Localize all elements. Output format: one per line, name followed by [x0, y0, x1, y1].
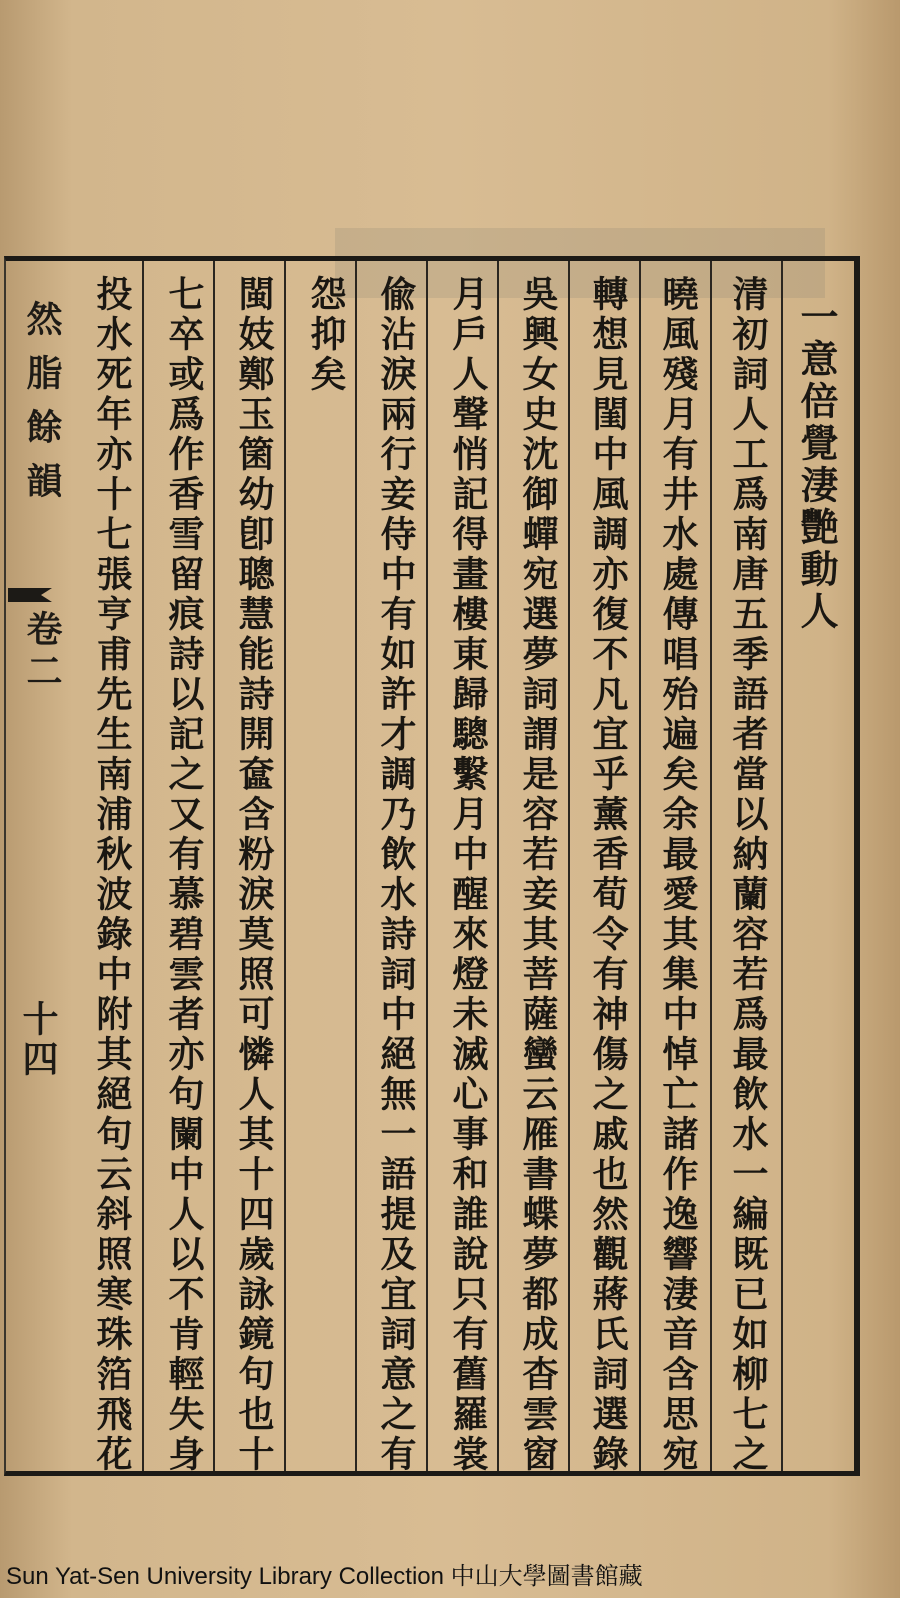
column-rule [355, 261, 357, 1471]
text-column: 清初詞人工爲南唐五季語者當以納蘭容若爲最飲水一編既已如柳七之 [727, 275, 769, 1475]
column-rule [284, 261, 286, 1471]
text-column: 怨抑矣 [305, 275, 347, 395]
column-rule [142, 261, 144, 1471]
text-column: 七卒或爲作香雪留痕詩以記之又有慕碧雲者亦句闌中人以不肯輕失身 [163, 275, 205, 1475]
text-column: 吳興女史沈御蟬宛選夢詞謂是容若妾其菩薩蠻云雁書蝶夢都成杳雲窗 [517, 275, 559, 1475]
column-rule [497, 261, 499, 1471]
volume-label: 卷二 [21, 610, 63, 694]
column-rule [426, 261, 428, 1471]
column-rule [213, 261, 215, 1471]
text-frame [4, 256, 860, 1476]
column-rule [568, 261, 570, 1471]
text-column: 一意倍覺淒艷動人 [794, 297, 839, 633]
text-column: 投水死年亦十七張亨甫先生南浦秋波錄中附其絕句云斜照寒珠箔飛花 [91, 275, 133, 1475]
text-column: 偸沾淚兩行妾侍中有如許才調乃飲水詩詞中絕無一語提及宜詞意之有 [375, 275, 417, 1475]
column-rule [710, 261, 712, 1471]
text-column: 閩妓鄭玉箘幼卽聰慧能詩開奩含粉淚莫照可憐人其十四歲詠鏡句也十 [233, 275, 275, 1475]
collection-credit: Sun Yat-Sen University Library Collection 中山大學圖書館藏 [6, 1563, 643, 1590]
column-rule [639, 261, 641, 1471]
column-rule [781, 261, 783, 1471]
page-number: 十四 [17, 1000, 59, 1080]
text-column: 轉想見閨中風調亦復不凡宜乎薰香荀令有神傷之戚也然觀蔣氏詞選錄 [587, 275, 629, 1475]
book-title: 然脂餘韻 [21, 300, 63, 516]
text-column: 曉風殘月有井水處傳唱殆遍矣余最愛其集中悼亡諸作逸響淒音含思宛 [657, 275, 699, 1475]
text-column: 月戶人聲悄記得畫樓東歸驄繫月中醒來燈未滅心事和誰說只有舊羅裳 [447, 275, 489, 1475]
